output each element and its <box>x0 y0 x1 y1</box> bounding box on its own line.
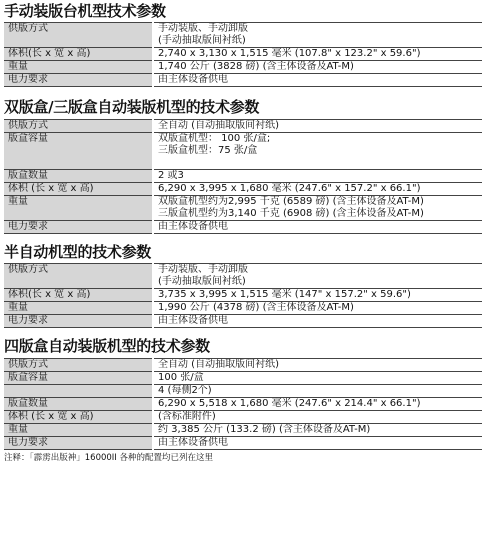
row-value <box>153 183 482 196</box>
row-label: 版盒数量 <box>4 398 153 411</box>
row-label: 体积(长 x 宽 x 高) <box>4 289 153 302</box>
table-row <box>4 120 482 133</box>
row-value <box>153 120 482 133</box>
row-label: 供版方式 <box>4 264 153 289</box>
value-line: 2 或3 <box>158 170 184 181</box>
table-row <box>4 221 482 234</box>
row-label: 版盒数量 <box>4 170 153 183</box>
table-row <box>4 372 482 385</box>
row-value <box>153 437 482 450</box>
row-value <box>153 359 482 372</box>
row-value <box>153 424 482 437</box>
row-label: 版盒容量 <box>4 133 153 170</box>
table-row <box>4 289 482 302</box>
table-row <box>4 196 482 221</box>
value-line: 由主体设备供电 <box>158 74 228 85</box>
spec-table-manual <box>4 22 482 87</box>
section-title-quad-cassette: 四版盒自动装版机型的技术参数 <box>4 337 210 355</box>
value-line: 由主体设备供电 <box>158 315 228 326</box>
value-line: 全自动 (自动抽取版间衬纸) <box>158 359 279 370</box>
row-label: 电力要求 <box>4 74 153 87</box>
row-label: 重量 <box>4 302 153 315</box>
row-value <box>153 398 482 411</box>
value-line <box>158 157 478 169</box>
row-value <box>153 61 482 74</box>
row-label: 电力要求 <box>4 221 153 234</box>
table-row <box>4 133 482 170</box>
value-line: 三版盒机型约为3,140 千克 (6908 磅) (含主体设备及AT-M) <box>158 208 424 219</box>
table-row <box>4 385 482 398</box>
value-line: 双版盒机型： 100 张/盒; <box>158 133 271 144</box>
value-line: 三版盒机型：75 张/盒 <box>158 145 258 156</box>
row-label: 电力要求 <box>4 315 153 328</box>
row-value <box>153 302 482 315</box>
table-row <box>4 359 482 372</box>
spec-table-dual-triple-cassette <box>4 119 482 234</box>
table-row <box>4 23 482 48</box>
table-row <box>4 424 482 437</box>
table-row <box>4 74 482 87</box>
value-line: 由主体设备供电 <box>158 221 228 232</box>
row-label: 供版方式 <box>4 23 153 48</box>
row-value <box>153 221 482 234</box>
row-label: 体积 (长 x 宽 x 高) <box>4 411 153 424</box>
row-value <box>153 289 482 302</box>
table-row <box>4 398 482 411</box>
row-label: 重量 <box>4 196 153 221</box>
row-value <box>153 372 482 385</box>
value-line: 手动装版、手动卸版 <box>158 23 248 34</box>
row-label: 电力要求 <box>4 437 153 450</box>
row-value <box>153 23 482 48</box>
value-line: (手动抽取版间衬纸) <box>158 276 246 287</box>
row-value <box>153 411 482 424</box>
table-row <box>4 264 482 289</box>
row-label: 供版方式 <box>4 120 153 133</box>
value-line: 约 3,385 公斤 (133.2 磅) (含主体设备及AT-M) <box>158 424 371 435</box>
value-line: 2,740 x 3,130 x 1,515 毫米 (107.8" x 123.2" x 59.6") <box>158 48 421 59</box>
row-value <box>153 170 482 183</box>
table-row <box>4 411 482 424</box>
row-value <box>153 315 482 328</box>
value-line: 1,740 公斤 (3828 磅) (含主体设备及AT-M) <box>158 61 354 72</box>
value-line: 双版盒机型约为2,995 千克 (6589 磅) (含主体设备及AT-M) <box>158 196 424 207</box>
table-row <box>4 315 482 328</box>
section-title-manual: 手动装版台机型技术参数 <box>4 2 166 20</box>
spec-page <box>0 1 489 550</box>
row-value <box>153 264 482 289</box>
row-value <box>153 48 482 61</box>
table-row <box>4 170 482 183</box>
footnote: 注释：「霹雳出版神」16000II 各种的配置均已列在这里 <box>4 453 214 463</box>
row-label: 体积(长 x 宽 x 高) <box>4 48 153 61</box>
table-row <box>4 437 482 450</box>
section-title-semi-auto: 半自动机型的技术参数 <box>4 243 152 261</box>
value-line: (含标准附件) <box>158 411 216 422</box>
row-label: 供版方式 <box>4 359 153 372</box>
row-label: 版盒容量 <box>4 372 153 385</box>
row-value <box>153 74 482 87</box>
row-value <box>153 133 482 170</box>
row-value <box>153 196 482 221</box>
value-line: 4 (每侧2个) <box>158 385 212 396</box>
row-label: 重量 <box>4 61 153 74</box>
table-row <box>4 61 482 74</box>
value-line: 6,290 x 5,518 x 1,680 毫米 (247.6" x 214.4" x 66.1") <box>158 398 421 409</box>
value-line: 全自动 (自动抽取版间衬纸) <box>158 120 279 131</box>
table-row <box>4 183 482 196</box>
section-title-dual-triple-cassette: 双版盒/三版盒自动装版机型的技术参数 <box>4 98 260 116</box>
value-line: (手动抽取版间衬纸) <box>158 35 246 46</box>
value-line: 6,290 x 3,995 x 1,680 毫米 (247.6" x 157.2" x 66.1") <box>158 183 421 194</box>
value-line: 1,990 公斤 (4378 磅) (含主体设备及AT-M) <box>158 302 354 313</box>
row-label <box>4 385 153 398</box>
spec-table-semi-auto <box>4 263 482 328</box>
value-line: 手动装版、手动卸版 <box>158 264 248 275</box>
row-label: 重量 <box>4 424 153 437</box>
row-label: 体积 (长 x 宽 x 高) <box>4 183 153 196</box>
row-value <box>153 385 482 398</box>
table-row <box>4 48 482 61</box>
value-line: 由主体设备供电 <box>158 437 228 448</box>
spec-table-quad-cassette <box>4 358 482 450</box>
value-line: 100 张/盒 <box>158 372 204 383</box>
value-line: 3,735 x 3,995 x 1,515 毫米 (147" x 157.2" x 59.6") <box>158 289 411 300</box>
table-row <box>4 302 482 315</box>
